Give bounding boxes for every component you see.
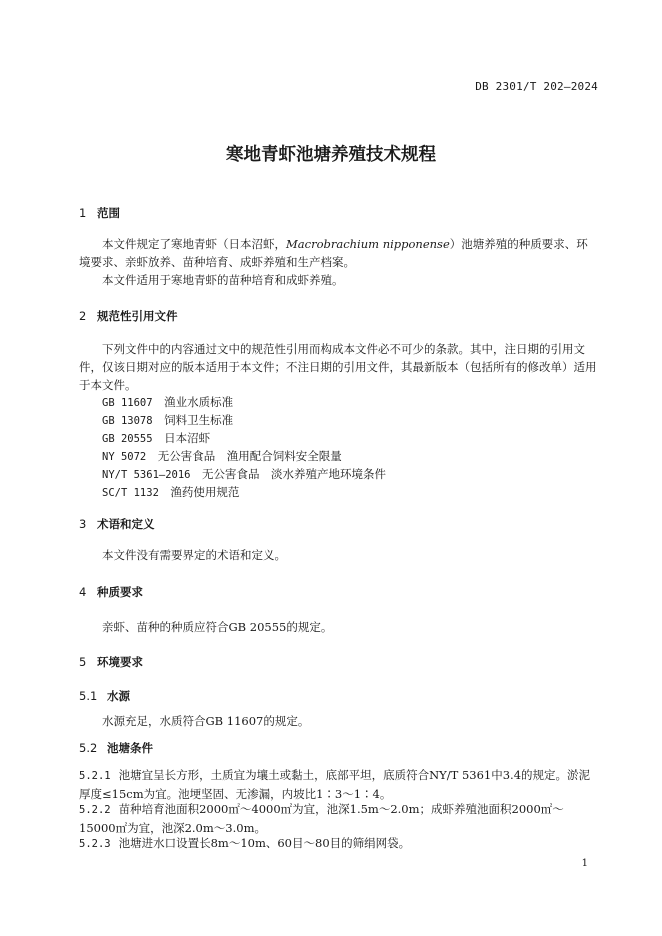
reference-name: 饲料卫生标准 xyxy=(164,413,234,427)
section-1-heading xyxy=(79,205,120,221)
reference-code: GB 20555 xyxy=(102,433,153,445)
clause-text: 苗种培育池面积2000㎡～4000㎡为宜，池深1.5m～2.0m；成虾养殖池面积2000㎡～15000㎡为宜，池深2.0m～3.0m。 xyxy=(79,802,564,835)
clause-5-2-3 xyxy=(79,834,599,853)
section-3-text: 本文件没有需要界定的术语和定义。 xyxy=(102,548,286,562)
clause-number: 5.2.2 xyxy=(79,804,111,816)
section-number: 5 xyxy=(79,655,87,669)
document-title: 寒地青虾池塘养殖技术规程 xyxy=(226,145,436,165)
species-latin-name: Macrobrachium nipponense xyxy=(286,237,450,251)
page-number: 1 xyxy=(581,858,588,869)
section-5-1-heading xyxy=(79,688,130,704)
section-4-heading xyxy=(79,584,143,600)
reference-item xyxy=(102,430,210,446)
section-title: 种质要求 xyxy=(97,585,143,599)
reference-name: 无公害食品 淡水养殖产地环境条件 xyxy=(202,467,387,481)
clause-text: 池塘宜呈长方形，土质宜为壤土或黏土，底部平坦，底质符合NY/T 5361中3.4的规定。淤泥厚度≤15cm为宜。池埂坚固、无渗漏，内坡比1∶3～1∶4。 xyxy=(79,768,591,801)
clause-5-2-2 xyxy=(79,800,599,837)
reference-code: NY 5072 xyxy=(102,451,147,463)
clause-text: 池塘进水口设置长8m～10m、60目～80目的筛绢网袋。 xyxy=(118,836,411,850)
section-1-paragraph-1 xyxy=(79,235,599,271)
paragraph-text: ）池塘养殖的种质要求、环境要求、亲虾放养、苗种培育、成虾养殖和生产档案。 xyxy=(79,237,588,269)
reference-code: NY/T 5361—2016 xyxy=(102,469,191,481)
reference-name: 渔业水质标准 xyxy=(164,395,234,409)
section-title: 池塘条件 xyxy=(107,741,153,755)
section-5-2-heading xyxy=(79,740,153,756)
reference-name: 日本沼虾 xyxy=(164,431,211,445)
paragraph-text: 本文件规定了寒地青虾（日本沼虾， xyxy=(102,237,286,251)
section-number: 1 xyxy=(79,206,87,220)
section-number: 3 xyxy=(79,517,87,531)
document-number: DB 2301/T 202—2024 xyxy=(475,80,598,93)
section-1-paragraph-2: 本文件适用于寒地青虾的苗种培育和成虾养殖。 xyxy=(102,273,344,287)
reference-code: GB 11607 xyxy=(102,397,153,409)
section-2-heading xyxy=(79,308,178,324)
clause-5-2-1 xyxy=(79,766,599,803)
section-title: 水源 xyxy=(107,689,130,703)
reference-name: 渔药使用规范 xyxy=(170,485,240,499)
section-title: 术语和定义 xyxy=(97,517,155,531)
section-number: 5.1 xyxy=(79,689,98,703)
section-number: 2 xyxy=(79,309,87,323)
reference-item xyxy=(102,448,342,464)
reference-item xyxy=(102,412,233,428)
reference-code: SC/T 1132 xyxy=(102,487,159,499)
clause-number: 5.2.3 xyxy=(79,838,111,850)
section-title: 规范性引用文件 xyxy=(97,309,178,323)
section-4-text: 亲虾、苗种的种质应符合GB 20555的规定。 xyxy=(102,620,333,634)
reference-item xyxy=(102,394,233,410)
clause-number: 5.2.1 xyxy=(79,770,111,782)
section-2-intro: 下列文件中的内容通过文中的规范性引用而构成本文件必不可少的条款。其中，注日期的引用文件，仅该日期对应的版本适用于本文件；不注日期的引用文件，其最新版本（包括所有的修改单）适用于本文件。 xyxy=(79,342,597,392)
section-number: 5.2 xyxy=(79,741,98,755)
reference-code: GB 13078 xyxy=(102,415,153,427)
section-5-1-text: 水源充足，水质符合GB 11607的规定。 xyxy=(102,714,310,728)
section-3-heading xyxy=(79,516,155,532)
section-5-heading xyxy=(79,654,143,670)
reference-name: 无公害食品 渔用配合饲料安全限量 xyxy=(157,449,342,463)
section-title: 环境要求 xyxy=(97,655,143,669)
section-title: 范围 xyxy=(97,206,120,220)
reference-item xyxy=(102,466,386,482)
section-number: 4 xyxy=(79,585,87,599)
reference-item xyxy=(102,484,239,500)
